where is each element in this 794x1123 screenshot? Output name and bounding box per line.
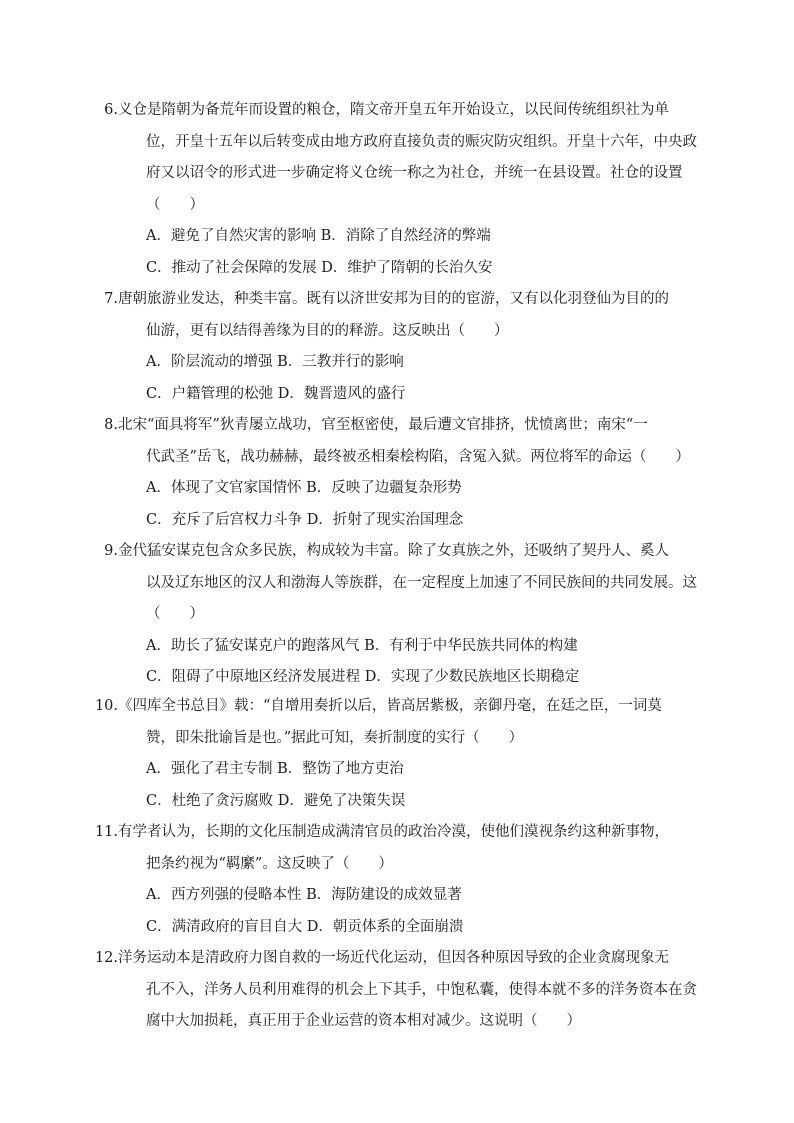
options-line: C．户籍管理的松弛 D．魏晋遗风的盛行 — [146, 385, 406, 402]
question-12 — [94, 943, 697, 1038]
answer-blank: （ ） — [146, 606, 204, 622]
answer-blank: （ ） — [146, 196, 204, 213]
question-number: 10. — [94, 698, 118, 714]
options-line: C．杜绝了贪污腐败 D．避免了决策失误 — [146, 792, 406, 809]
question-stem-line: 7. 唐朝旅游业发达，种类丰富。既有以济世安邦为目的的宦游，又有以化羽登仙为目的的 — [118, 284, 688, 316]
question-stem-line: 腐中大加损耗，真正用于企业运营的资本相对减少。这说明（ ） — [146, 1013, 581, 1029]
options-line: A．阶层流动的增强 B．三教并行的影响 — [146, 354, 404, 370]
question-11 — [94, 817, 688, 943]
options-line: C．满清政府的盲目自大 D．朝贡体系的全面崩溃 — [146, 918, 464, 935]
question-stem-line: 仙游，更有以结得善缘为目的的释游。这反映出（ ） — [146, 322, 509, 339]
question-stem-line: 府又以诏令的形式进一步确定将义仓统一称之为社仓，并统一在县设置。社仓的设置 — [146, 165, 683, 181]
question-8 — [104, 410, 690, 536]
options-line: A．体现了文官家国情怀 B．反映了边疆复杂形势 — [146, 480, 462, 496]
question-9 — [104, 536, 697, 694]
options-line: A．助长了猛安谋克户的跑落风气 B．有利于中华民族共同体的构建 — [146, 637, 578, 654]
options-line: C．推动了社会保障的发展 D．维护了隋朝的长治久安 — [146, 259, 493, 276]
question-number: 7. — [104, 291, 118, 307]
question-number: 11. — [94, 824, 118, 840]
question-stem-line: 代武圣”岳飞，战功赫赫，最终被丞相秦桧构陷，含冤入狱。两位将军的命运（ ） — [146, 448, 690, 465]
question-stem-line: 以及辽东地区的汉人和渤海人等族群，在一定程度上加速了不同民族间的共同发展。这 — [146, 574, 697, 591]
question-stem-line: 8. 北宋“面具将军”狄青屡立战功，官至枢密使，最后遭文官排挤，忧愤离世；南宋“一 — [118, 410, 688, 442]
question-stem-line: 6. 义仓是隋朝为备荒年而设置的粮仓，隋文帝开皇五年开始设立，以民间传统组织社为单 — [118, 95, 688, 127]
question-stem-line: 12. 洋务运动本是清政府力图自救的一场近代化运动，但因各种原因导致的企业贪腐现象无 — [118, 943, 688, 975]
question-stem-line: 11. 有学者认为，长期的文化压制造成满清官员的政治冷漠，使他们漠视条约这种新事物， — [118, 817, 688, 849]
options-line: A．强化了君主专制 B．整饬了地方吏治 — [146, 761, 404, 777]
question-number: 6. — [104, 102, 118, 118]
question-number: 12. — [94, 950, 118, 966]
question-6 — [104, 95, 697, 284]
question-stem-line: 赞，即朱批谕旨是也。”据此可知，奏折制度的实行（ ） — [146, 729, 524, 746]
options-line: C．充斥了后宫权力斗争 D．折射了现实治国理念 — [146, 511, 464, 528]
question-stem-line: 位，开皇十五年以后转变成由地方政府直接负责的赈灾防灾组织。开皇十六年，中央政 — [146, 133, 697, 150]
question-number: 8. — [104, 417, 118, 433]
question-stem-line: 10. 《四库全书总目》载：“自增用奏折以后，皆高居紫极，亲御丹毫，在廷之臣，一词莫 — [118, 691, 688, 723]
options-line: A．避免了自然灾害的影响 B．消除了自然经济的弊端 — [146, 228, 491, 244]
question-number: 9. — [104, 543, 118, 559]
options-line: C．阻碍了中原地区经济发展进程 D．实现了少数民族地区长期稳定 — [146, 669, 580, 685]
question-7 — [104, 284, 688, 410]
question-stem-line: 把条约视为“羁縻”。这反映了（ ） — [146, 855, 393, 872]
options-line: A．西方列强的侵略本性 B．海防建设的成效显著 — [146, 887, 462, 903]
question-stem-line: 孔不入，洋务人员利用难得的机会上下其手，中饱私囊，使得本就不多的洋务资本在贪 — [146, 981, 697, 998]
question-10 — [94, 691, 688, 817]
question-stem-line: 9. 金代猛安谋克包含众多民族，构成较为丰富。除了女真族之外，还吸纳了契丹人、奚人 — [118, 536, 688, 568]
